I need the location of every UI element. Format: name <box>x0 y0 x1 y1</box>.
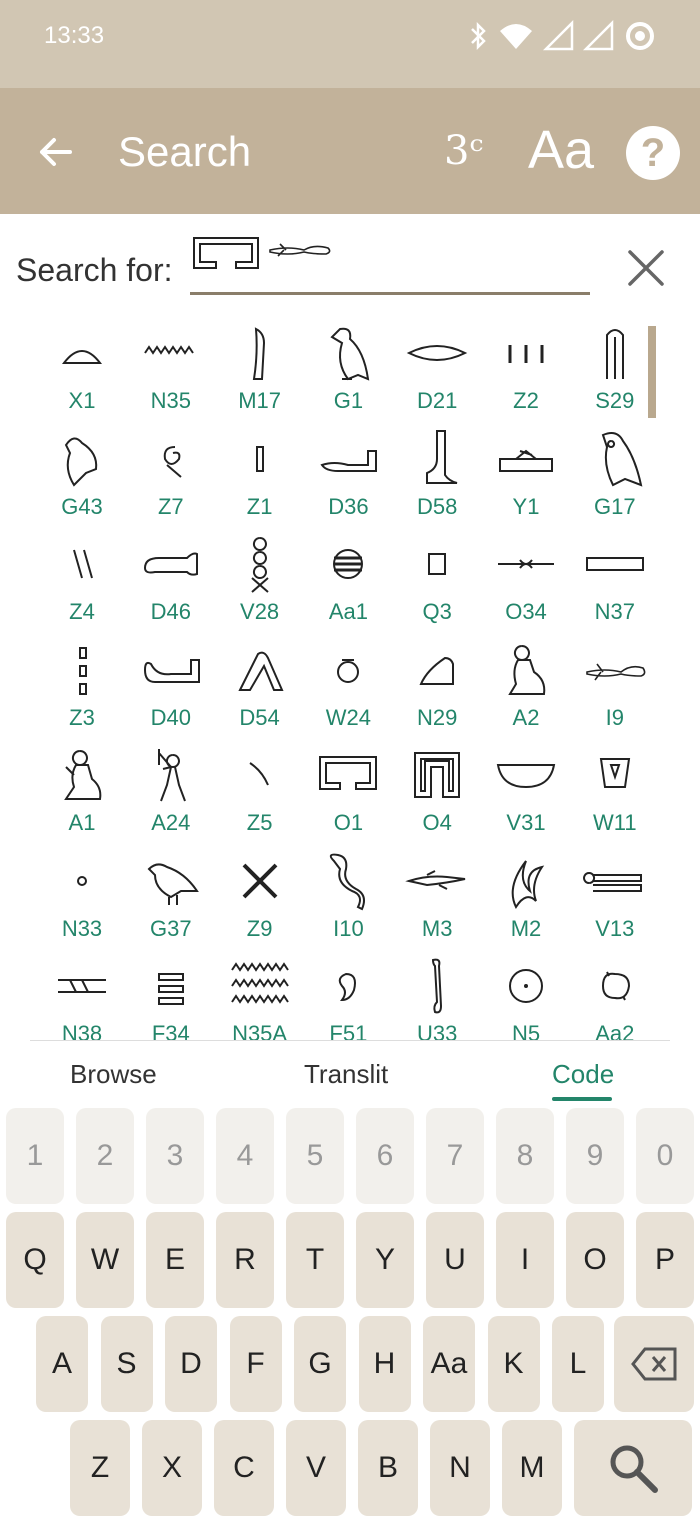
glyph-code-label: D58 <box>417 493 458 519</box>
glyph-cell[interactable] <box>38 424 126 528</box>
hieroglyph-v13-icon <box>585 850 645 912</box>
glyph-code-label: Aa1 <box>328 599 368 624</box>
clear-icon[interactable] <box>626 248 666 288</box>
glyph-code-label: N35A <box>232 1021 288 1046</box>
glyph-code-label: W11 <box>592 810 637 835</box>
hieroglyph-y1-icon <box>496 428 556 490</box>
hieroglyph-g17-icon <box>585 428 645 490</box>
glyph-cell[interactable] <box>304 740 392 844</box>
glyph-code-label: D40 <box>150 704 191 730</box>
hieroglyph-z5-icon <box>230 744 290 806</box>
glyph-cell[interactable] <box>127 635 215 739</box>
key-b[interactable]: B <box>358 1420 418 1516</box>
key-r[interactable]: R <box>216 1212 274 1308</box>
glyph-cell[interactable] <box>127 740 215 844</box>
key-3[interactable]: 3 <box>146 1108 204 1204</box>
glyph-cell[interactable] <box>127 529 215 633</box>
font-size-button[interactable]: Aa <box>528 120 595 180</box>
page-title: Search <box>118 128 252 175</box>
glyph-code-label: Z4 <box>69 599 95 624</box>
hieroglyph-aa1-icon <box>318 533 378 595</box>
glyph-code-label: N35 <box>150 388 191 413</box>
glyph-cell[interactable] <box>571 318 659 422</box>
hieroglyph-m3-icon <box>407 850 467 912</box>
glyph-code-label: D54 <box>239 704 280 730</box>
key-h[interactable]: H <box>359 1316 411 1412</box>
key-q[interactable]: Q <box>6 1212 64 1308</box>
glyph-cell[interactable] <box>38 635 126 739</box>
hieroglyph-d58-icon <box>407 428 467 490</box>
glyph-code-label: F51 <box>329 1021 368 1046</box>
glyph-cell[interactable] <box>482 318 570 422</box>
glyph-code-label: D21 <box>417 388 458 413</box>
search-row <box>0 214 700 314</box>
glyph-cell[interactable] <box>38 740 126 844</box>
glyph-code-label: V13 <box>595 915 635 941</box>
glyph-code-label: M17 <box>238 388 281 413</box>
search-label: Search for: <box>16 252 173 288</box>
status-time: 13:33 <box>44 22 105 49</box>
glyph-cell[interactable] <box>38 846 126 950</box>
hieroglyph-a2-icon <box>496 639 556 701</box>
hieroglyph-z7-icon <box>141 428 201 490</box>
glyph-cell[interactable] <box>216 424 304 528</box>
key-5[interactable]: 5 <box>286 1108 344 1204</box>
scrollbar[interactable] <box>648 326 656 418</box>
hieroglyph-f51-icon <box>318 955 378 1017</box>
hieroglyph-z9-icon <box>230 850 290 912</box>
signal-icon-2 <box>584 21 614 51</box>
glyph-code-label: V28 <box>240 599 280 624</box>
glyph-cell[interactable] <box>304 424 392 528</box>
status-bar <box>0 0 700 88</box>
glyph-cell[interactable] <box>304 846 392 950</box>
glyph-cell[interactable] <box>216 318 304 422</box>
glyph-code-label: Y1 <box>512 493 540 519</box>
app-bar <box>0 88 700 214</box>
glyph-code-label: Z7 <box>157 493 184 519</box>
key-u[interactable]: U <box>426 1212 484 1308</box>
search-icon <box>605 1440 661 1496</box>
hieroglyph-n29-icon <box>407 639 467 701</box>
key-y[interactable]: Y <box>356 1212 414 1308</box>
hieroglyph-w24-icon <box>318 639 378 701</box>
key-x[interactable]: X <box>142 1420 202 1516</box>
backspace-key[interactable] <box>614 1316 694 1412</box>
key-t[interactable]: T <box>286 1212 344 1308</box>
hieroglyph-d54-icon <box>230 639 290 701</box>
wifi-icon <box>498 21 534 51</box>
glyph-code-label: A24 <box>151 810 191 835</box>
glyph-code-label: N38 <box>61 1021 103 1046</box>
signal-icon <box>544 21 574 51</box>
glyph-code-label: O34 <box>505 599 547 624</box>
glyph-cell[interactable] <box>304 635 392 739</box>
hieroglyph-o4-icon <box>407 744 467 806</box>
key-2[interactable]: 2 <box>76 1108 134 1204</box>
hieroglyph-u33-icon <box>407 955 467 1017</box>
glyph-code-label: W24 <box>325 704 372 730</box>
glyph-code-label: Aa2 <box>595 1021 635 1046</box>
key-z[interactable]: Z <box>70 1420 130 1516</box>
hieroglyph-n37-icon <box>585 533 645 595</box>
hieroglyph-z2-icon <box>496 322 556 384</box>
glyph-cell[interactable] <box>482 635 570 739</box>
glyph-code-label: O4 <box>422 810 452 835</box>
glyph-code-label: N33 <box>61 915 103 941</box>
key-i[interactable]: I <box>496 1212 554 1308</box>
glyph-cell[interactable] <box>482 846 570 950</box>
hieroglyph-g1-icon <box>318 322 378 384</box>
glyph-cell[interactable] <box>393 635 481 739</box>
hieroglyph-m17-icon <box>230 322 290 384</box>
hieroglyph-o1-icon <box>318 744 378 806</box>
hieroglyph-z4-icon <box>52 533 112 595</box>
glyph-cell[interactable] <box>571 635 659 739</box>
hieroglyph-z3-icon <box>52 639 112 701</box>
glyph-cell[interactable] <box>571 424 659 528</box>
glyph-code-label: Z3 <box>69 704 95 730</box>
glyph-code-label: N29 <box>417 704 458 730</box>
glyph-code-label: G1 <box>333 388 364 413</box>
glyph-code-label: Z5 <box>246 810 273 835</box>
hieroglyph-x1-icon <box>52 322 112 384</box>
hieroglyph-d46-icon <box>141 533 201 595</box>
glyph-cell[interactable] <box>38 529 126 633</box>
hieroglyph-o34-icon <box>496 533 556 595</box>
key-s[interactable]: S <box>101 1316 153 1412</box>
key-k[interactable]: K <box>488 1316 540 1412</box>
battery-circle-icon <box>624 20 656 52</box>
glyph-code-label: U33 <box>417 1021 458 1046</box>
key-6[interactable]: 6 <box>356 1108 414 1204</box>
hieroglyph-f34-icon <box>141 955 201 1017</box>
key-v[interactable]: V <box>286 1420 346 1516</box>
glyph-cell[interactable] <box>304 529 392 633</box>
glyph-cell[interactable] <box>127 846 215 950</box>
glyph-code-label: O1 <box>333 810 364 835</box>
back-arrow-icon[interactable] <box>36 132 76 172</box>
tab-indicator <box>552 1097 612 1101</box>
glyph-code-label: I9 <box>605 704 624 730</box>
hieroglyph-n35-icon <box>141 322 201 384</box>
key-7[interactable]: 7 <box>426 1108 484 1204</box>
search-query-field[interactable] <box>190 232 590 295</box>
glyph-cell[interactable] <box>393 846 481 950</box>
query-glyph-o1-icon <box>192 236 262 276</box>
glyph-cell[interactable] <box>216 635 304 739</box>
hieroglyph-a1-icon <box>52 744 112 806</box>
search-key[interactable] <box>574 1420 692 1516</box>
mode-tabs <box>30 1040 670 1109</box>
hieroglyph-v31-icon <box>496 744 556 806</box>
hieroglyph-v28-icon <box>230 533 290 595</box>
glyph-cell[interactable] <box>127 318 215 422</box>
key-p[interactable]: P <box>636 1212 694 1308</box>
glyph-cell[interactable] <box>127 424 215 528</box>
glyph-code-label: M3 <box>421 915 453 941</box>
key-e[interactable]: E <box>146 1212 204 1308</box>
glyph-code-label: G43 <box>61 493 103 519</box>
glyph-cell[interactable] <box>304 318 392 422</box>
glyph-code-label: G37 <box>150 915 192 941</box>
key-w[interactable]: W <box>76 1212 134 1308</box>
key-n[interactable]: N <box>430 1420 490 1516</box>
glyph-cell[interactable] <box>38 318 126 422</box>
hieroglyph-a24-icon <box>141 744 201 806</box>
key-o[interactable]: O <box>566 1212 624 1308</box>
hieroglyph-i10-icon <box>318 850 378 912</box>
glyph-code-label: X1 <box>68 388 96 413</box>
glyph-cell[interactable] <box>216 740 304 844</box>
glyph-cell[interactable] <box>393 318 481 422</box>
hieroglyph-m2-icon <box>496 850 556 912</box>
key-8[interactable]: 8 <box>496 1108 554 1204</box>
hieroglyph-q3-icon <box>407 533 467 595</box>
hieroglyph-d36-icon <box>318 428 378 490</box>
glyph-grid <box>30 318 650 1046</box>
glyph-code-label: G17 <box>594 493 636 519</box>
glyph-cell[interactable] <box>216 846 304 950</box>
hieroglyph-g43-icon <box>52 428 112 490</box>
status-icons <box>468 20 656 52</box>
tab-translit[interactable]: Translit <box>304 1059 389 1089</box>
glyph-code-label: A2 <box>512 704 540 730</box>
hieroglyph-aa2-icon <box>585 955 645 1017</box>
glyph-code-label: D46 <box>150 599 191 624</box>
glyph-code-label: Z2 <box>513 388 539 413</box>
glyph-cell[interactable] <box>571 529 659 633</box>
glyph-cell[interactable] <box>482 424 570 528</box>
query-glyph-i9-icon <box>268 240 334 264</box>
hieroglyph-n33-icon <box>52 850 112 912</box>
key-m[interactable]: M <box>502 1420 562 1516</box>
glyph-cell[interactable] <box>393 740 481 844</box>
key-1[interactable]: 1 <box>6 1108 64 1204</box>
hieroglyph-i9-icon <box>585 639 645 701</box>
glyph-code-label: D36 <box>328 493 369 519</box>
key-d[interactable]: D <box>165 1316 217 1412</box>
glyph-cell[interactable] <box>571 740 659 844</box>
key-4[interactable]: 4 <box>216 1108 274 1204</box>
hieroglyph-n5-icon <box>496 955 556 1017</box>
tab-code[interactable]: Code <box>552 1059 615 1089</box>
glyph-code-label: V31 <box>506 810 546 835</box>
glyph-code-label: Z1 <box>246 493 273 519</box>
glyph-code-label: M2 <box>510 915 542 941</box>
glyph-code-label: N5 <box>511 1021 541 1046</box>
glyph-code-label: F34 <box>151 1021 190 1046</box>
glyph-cell[interactable] <box>571 846 659 950</box>
hieroglyph-d40-icon <box>141 639 201 701</box>
glyph-code-label: Q3 <box>422 599 452 624</box>
hieroglyph-g37-icon <box>141 850 201 912</box>
key-l[interactable]: L <box>552 1316 604 1412</box>
hieroglyph-d21-icon <box>407 322 467 384</box>
glyph-cell[interactable] <box>482 740 570 844</box>
custom-keyboard <box>0 1104 700 1518</box>
glyph-cell[interactable] <box>393 424 481 528</box>
key-f[interactable]: F <box>230 1316 282 1412</box>
glyph-code-label: S29 <box>595 388 635 413</box>
key-9[interactable]: 9 <box>566 1108 624 1204</box>
glyph-cell[interactable] <box>482 529 570 633</box>
key-c[interactable]: C <box>214 1420 274 1516</box>
glyph-cell[interactable] <box>393 529 481 633</box>
hieroglyph-s29-icon <box>585 322 645 384</box>
key-a[interactable]: A <box>36 1316 88 1412</box>
help-button[interactable]: ? <box>626 126 680 180</box>
glyph-code-label: Z9 <box>246 915 273 941</box>
glyph-cell[interactable] <box>216 529 304 633</box>
key-g[interactable]: G <box>294 1316 346 1412</box>
hieroglyph-w11-icon <box>585 744 645 806</box>
backspace-icon <box>631 1347 677 1381</box>
glyph-code-label: I10 <box>333 915 364 941</box>
hieroglyph-n35a-icon <box>230 955 290 1017</box>
bluetooth-icon <box>468 21 488 51</box>
hieroglyph-z1-icon <box>230 428 290 490</box>
tab-browse[interactable]: Browse <box>70 1059 157 1089</box>
key-0[interactable]: 0 <box>636 1108 694 1204</box>
glyph-code-label: A1 <box>68 810 96 835</box>
transliteration-toggle-button[interactable]: 3ᶜ <box>444 128 484 174</box>
hieroglyph-n38-icon <box>52 955 112 1017</box>
key-aa[interactable]: Aa <box>423 1316 475 1412</box>
glyph-code-label: N37 <box>594 599 635 624</box>
